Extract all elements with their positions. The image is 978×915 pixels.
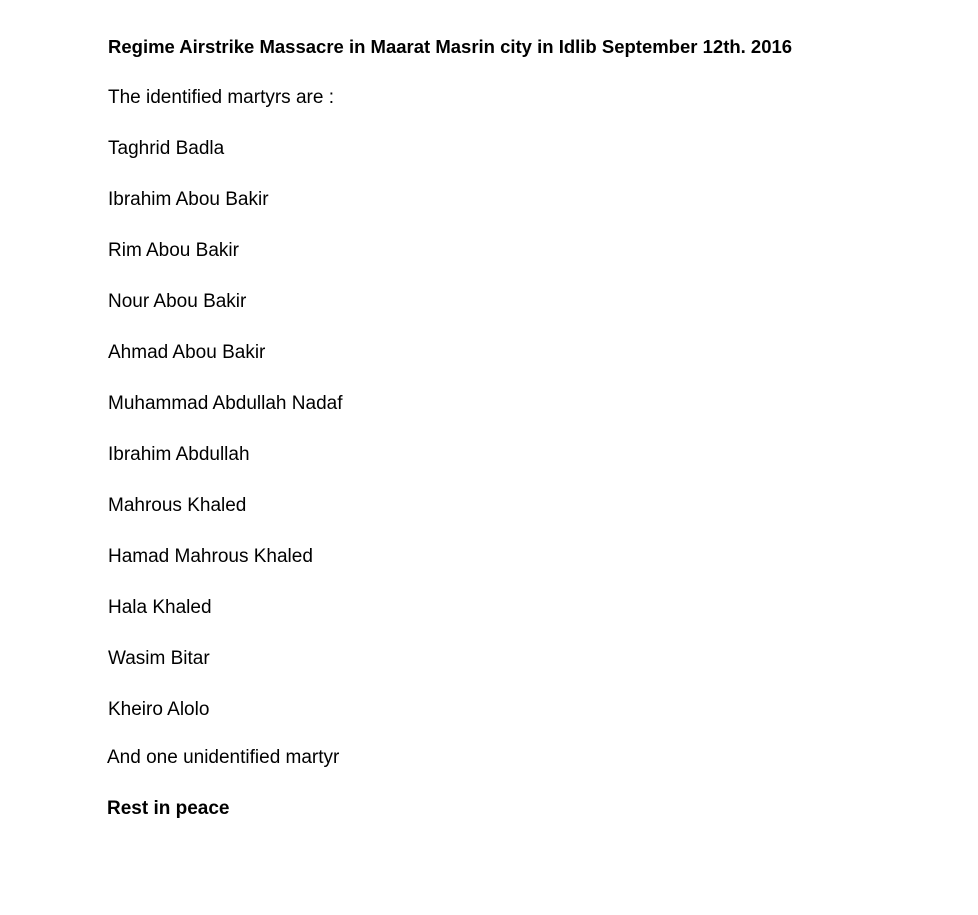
martyr-name: Taghrid Badla [108,138,225,159]
martyr-name: Rim Abou Bakir [108,240,239,261]
document-title: Regime Airstrike Massacre in Maarat Masrin city in Idlib September 12th. 2016 [108,36,793,57]
unidentified-note: And one unidentified martyr [107,747,340,768]
martyr-name: Mahrous Khaled [108,495,247,516]
martyr-name: Ahmad Abou Bakir [108,342,266,363]
martyr-name: Hamad Mahrous Khaled [108,546,313,567]
martyr-name: Muhammad Abdullah Nadaf [108,393,343,414]
martyr-name: Hala Khaled [108,597,212,618]
martyr-name: Ibrahim Abdullah [108,444,250,465]
martyr-name: Kheiro Alolo [108,699,210,720]
martyr-name: Ibrahim Abou Bakir [108,189,269,210]
martyr-name: Nour Abou Bakir [108,291,247,312]
closing-text: Rest in peace [107,798,230,819]
martyr-name: Wasim Bitar [108,648,210,669]
intro-text: The identified martyrs are : [108,87,334,108]
